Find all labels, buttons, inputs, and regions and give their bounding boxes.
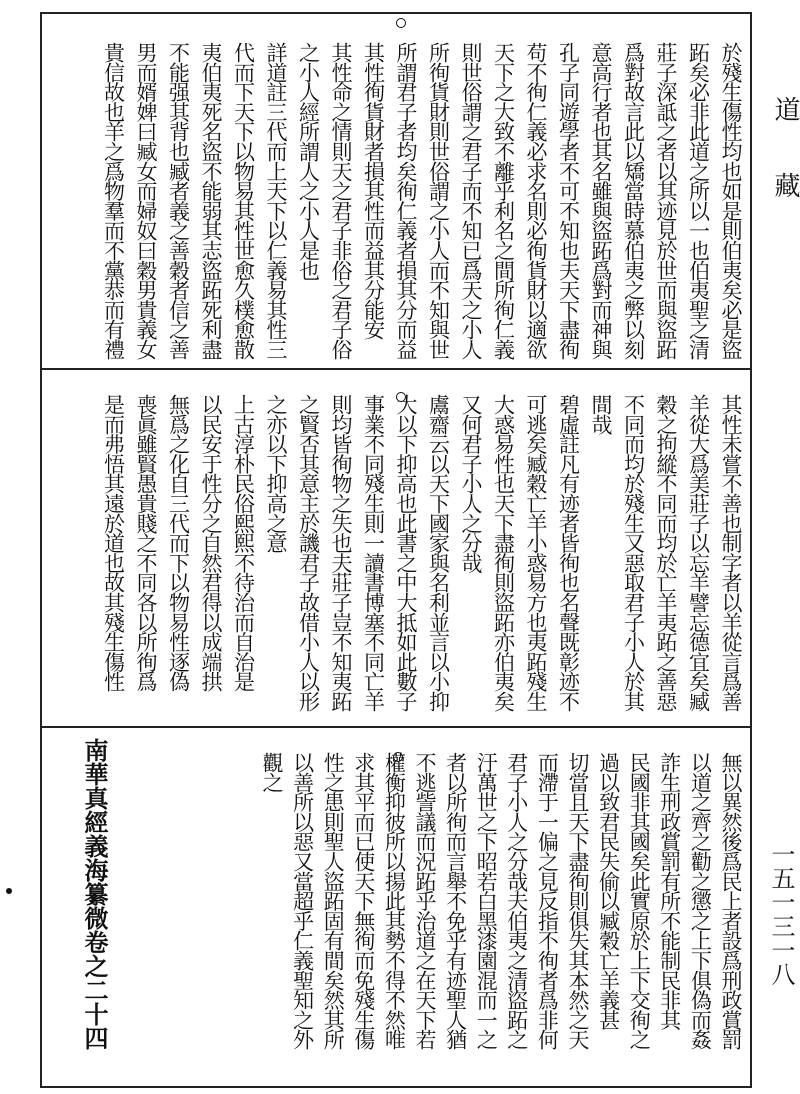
- text-column: 跖矣必非此道之所以一也伯夷聖之清: [686, 42, 711, 359]
- text-column: 事業不同殘生則一讀書博塞不同亡羊: [361, 394, 386, 711]
- text-column: 代而下天下以物易其性世愈久樸愈散: [231, 42, 256, 359]
- text-column: 其性徇貨財者損其性而益其分能安: [361, 42, 386, 340]
- text-column: 穀之拘縱不同而均於亡羊夷跖之善惡: [654, 394, 678, 711]
- panel-top: [42, 14, 750, 368]
- text-column: 喪眞雖賢愚貴賤之不同各以所徇爲: [134, 394, 158, 692]
- text-column: 則均皆徇物之失也夫莊子豈不知夷跖: [329, 394, 353, 711]
- panel-bottom: [42, 728, 750, 1084]
- book-title: 南華真經義海纂微卷之二十四: [80, 738, 109, 1050]
- text-column: 君子小人之分哉夫伯夷之清盜跖之: [504, 752, 529, 1050]
- header-char-zang: 藏: [770, 172, 800, 198]
- text-column: 間哉: [589, 394, 613, 434]
- text-column: 又何君子小人之分哉: [459, 394, 483, 573]
- text-column: 夷伯夷死名盜不能弱其志盜跖死利盡: [199, 42, 223, 359]
- text-column: 於殘生傷性均也如是則伯夷矣必是盜: [719, 42, 743, 359]
- text-column: 過以致君民失偷以臧穀亡羊義甚: [596, 752, 621, 1030]
- text-column: 觀之: [260, 752, 284, 792]
- text-column: 其性命之情則天之君子非俗之君子俗: [329, 42, 353, 359]
- text-column: 無爲之化自三代而下以物易性逐偽: [166, 394, 191, 692]
- text-column: 所徇貨財則世俗謂之小人而不知與世: [426, 42, 451, 359]
- text-column: 不逃訾議而況跖乎治道之在天下若: [413, 752, 437, 1050]
- text-column: 爲對故言此以矯當時慕伯夷之弊以刻: [621, 42, 646, 359]
- text-column: 切當且天下盡徇則俱失其本然之天: [566, 752, 590, 1050]
- text-column: 以善所以惡又當超乎仁義聖知之外: [290, 752, 315, 1050]
- text-column: 羊從大爲美莊子以忘羊譬忘德宜矣臧: [686, 394, 711, 711]
- text-column: 之小人經所謂人之小人是也: [296, 42, 321, 280]
- text-column: 貴信故也羊之爲物羣而不黨恭而有禮: [101, 42, 126, 359]
- text-column: 則世俗謂之君子而不知已爲天之小人: [459, 42, 483, 359]
- ink-speck: [6, 888, 12, 894]
- text-column: 大惑易性也天下盡徇則盜跖亦伯夷矣: [491, 394, 516, 711]
- text-column: 詐生刑政賞罰有所不能制民非其: [657, 752, 682, 1030]
- text-column: 天下之大致不離乎利名之間所徇仁義: [491, 42, 516, 359]
- text-column: 者以所徇而言舉不免乎有迹聖人猶: [443, 752, 468, 1050]
- text-column: 其性未嘗不善也制字者以羊從言爲善: [719, 394, 743, 711]
- text-column: 孔子同遊學者不可不知也夫天下盡徇: [556, 42, 581, 359]
- text-column: 無以異然後爲民上者設爲刑政賞罰: [719, 752, 743, 1050]
- text-column: 可逃矣臧穀亡羊小惑易方也夷跖殘生: [524, 394, 548, 711]
- text-column: 求其平而已使天下無徇而免殘生傷: [351, 752, 376, 1050]
- text-column: 之賢否其意主於譏君子故借小人以形: [296, 394, 321, 711]
- page-frame: [40, 12, 752, 1088]
- header-char-dao: 道: [770, 96, 800, 122]
- text-column: 苟不徇仁義必求名則必徇貨財以適欲: [524, 42, 548, 359]
- text-column: 大以下抑高也此書之中大抵如此數子: [394, 394, 418, 711]
- text-column: 男而婿婢曰臧女而婦奴曰穀男貴義女: [134, 42, 158, 359]
- text-column: 上古淳朴民俗熙熙不待治而自治是: [231, 394, 256, 692]
- text-column: 性之患則聖人盜跖固有間矣然其所: [321, 752, 346, 1050]
- text-column: 所謂君子者均矣徇仁義者損其分而益: [394, 42, 418, 359]
- text-column: 以民安于性分之自然君得以成端拱: [199, 394, 223, 692]
- text-column: 碧虛註凡有迹者皆徇也名聲既彰迹不: [556, 394, 581, 711]
- text-column: 之亦以下抑高之意: [264, 394, 288, 553]
- text-column: 詳道註三代而上天下以仁義易其性三: [264, 42, 288, 359]
- text-column: 權衡抑彼所以揚此其勢不得不然唯: [382, 752, 407, 1050]
- text-column: 而滯于一偏之見反指不徇者爲非何: [535, 752, 560, 1050]
- text-column: 莊子深詆之者以其迹見於世而與盜跖: [654, 42, 678, 359]
- text-column: 意高行者也其名雖與盜跖爲對而神與: [589, 42, 613, 359]
- text-column: 不能强其背也臧者義之善穀者信之善: [166, 42, 191, 359]
- section-circle: [396, 18, 406, 28]
- page-number: 一五一三一八: [767, 842, 795, 986]
- text-column: 是而弗悟其遠於道也故其殘生傷性: [101, 394, 126, 692]
- text-column: 汙萬世之下昭若白黑漆園混而一之: [474, 752, 499, 1050]
- text-column: 以道之齊之勸之懲之上下俱偽而姦: [688, 752, 713, 1050]
- text-column: 民國非其國矣此實原於上下交徇之: [627, 752, 652, 1050]
- text-column: 不同而均於殘生又惡取君子小人於其: [621, 394, 646, 711]
- panel-middle: [42, 370, 750, 726]
- text-column: 鬳齋云以天下國家與名利並言以小抑: [426, 394, 451, 711]
